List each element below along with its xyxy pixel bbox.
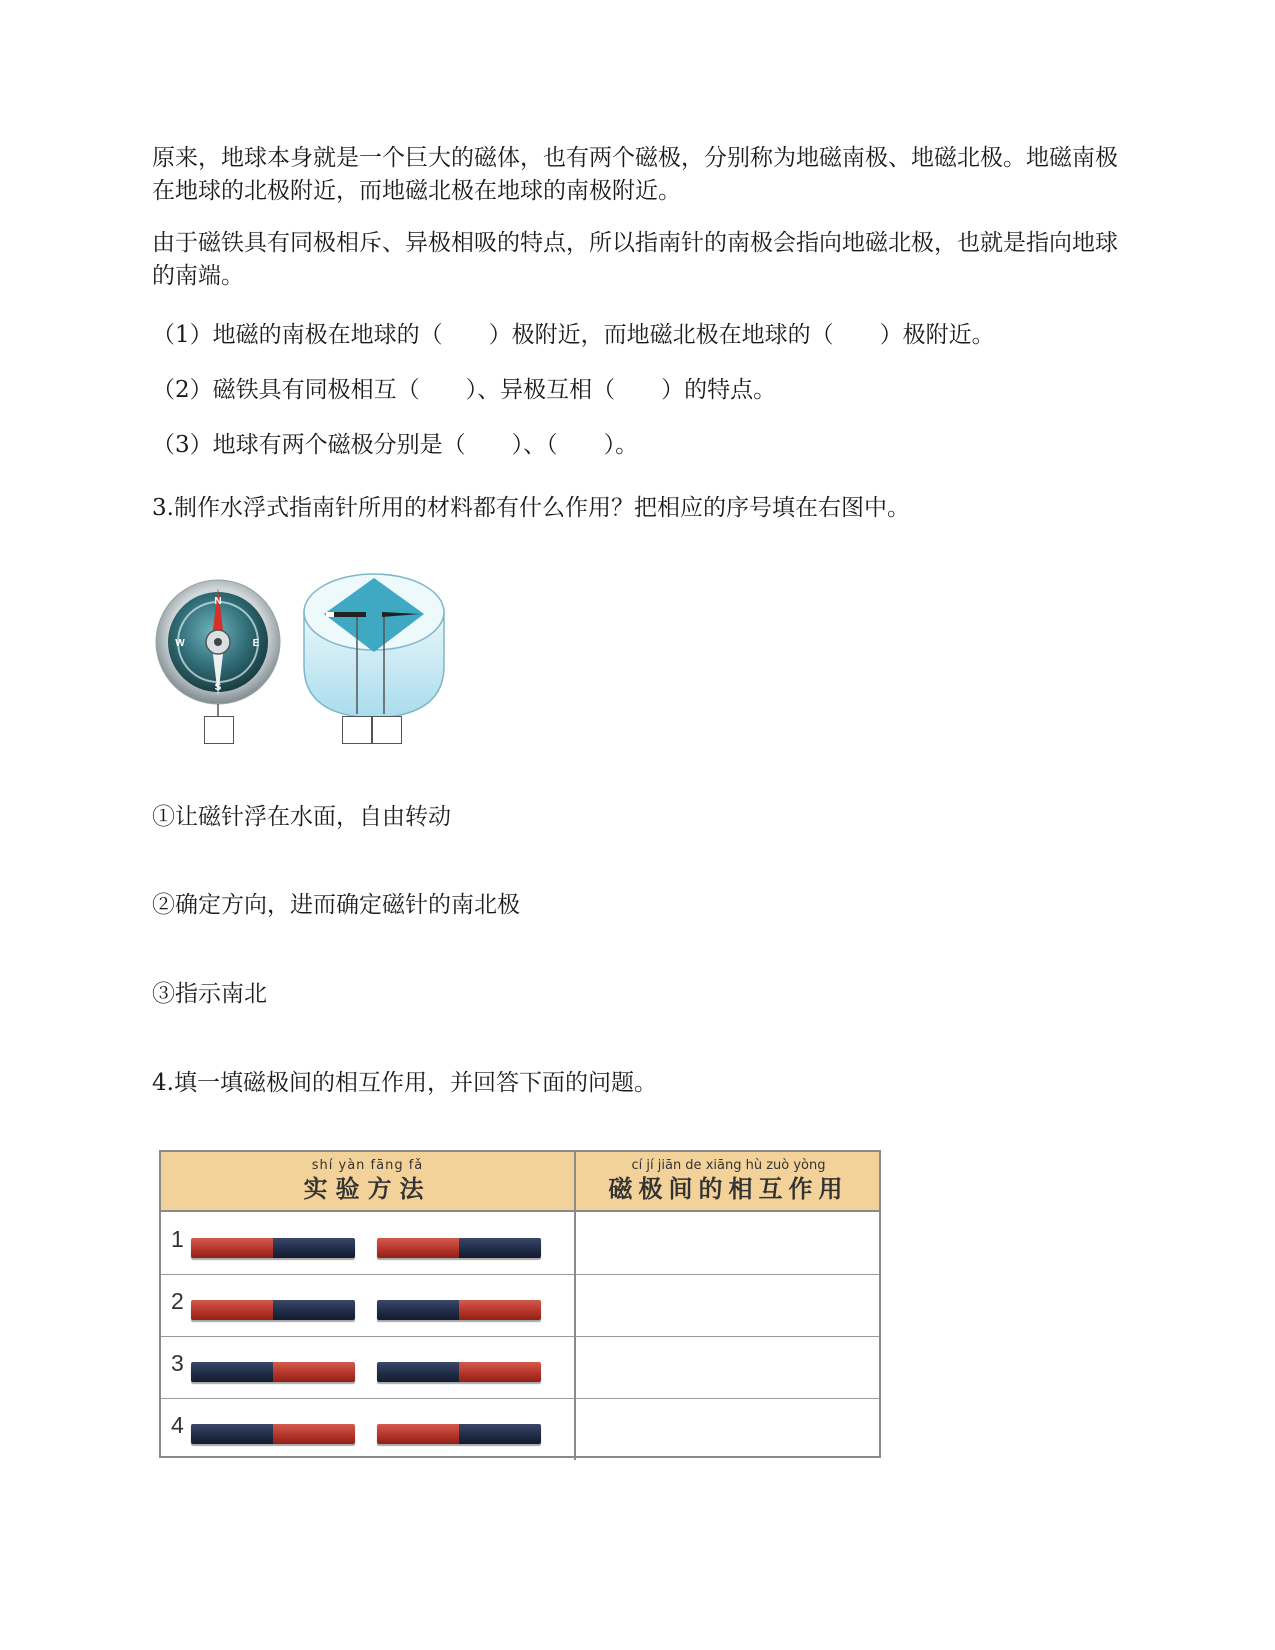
fill-question-2-suffix: ）的特点。 bbox=[661, 377, 777, 403]
magnet-pole-blue bbox=[273, 1238, 355, 1258]
option-1: ①让磁针浮在水面，自由转动 bbox=[152, 804, 451, 830]
magnet-pole-red bbox=[459, 1300, 541, 1320]
magnet-pole-blue bbox=[459, 1424, 541, 1444]
question-4-title: 4.填一填磁极间的相互作用，并回答下面的问题。 bbox=[152, 1070, 657, 1096]
table-header bbox=[161, 1152, 879, 1212]
header-interaction bbox=[576, 1152, 881, 1210]
paragraph-earth-magnet: 原来，地球本身就是一个巨大的磁体，也有两个磁极，分别称为地磁南极、地磁北极。地磁南极在地球的北极附近，而地磁北极在地球的南极附近。 bbox=[152, 145, 1118, 204]
interaction-answer-cell[interactable] bbox=[576, 1212, 881, 1274]
bowl-label-box[interactable] bbox=[372, 716, 402, 744]
magnet-pole-blue bbox=[377, 1362, 459, 1382]
bar-magnet bbox=[377, 1362, 541, 1382]
fill-question-1 bbox=[152, 320, 995, 350]
header-method-pinyin: shí yàn fāng fǎ bbox=[311, 1158, 424, 1173]
table-row bbox=[161, 1336, 879, 1399]
magnet-pole-red bbox=[377, 1238, 459, 1258]
fill-question-3-prefix: （3）地球有两个磁极分别是（ bbox=[152, 432, 466, 458]
bar-magnet bbox=[191, 1238, 355, 1258]
header-interaction-pinyin: cí jí jiān de xiāng hù zuò yòng bbox=[631, 1158, 826, 1173]
compass-illustration bbox=[152, 566, 482, 756]
header-method-text: 实验方法 bbox=[303, 1174, 432, 1203]
magnet-pole-red bbox=[273, 1424, 355, 1444]
fill-question-3 bbox=[152, 430, 638, 460]
fill-question-3-mid: ）、（ bbox=[511, 432, 558, 458]
fill-question-2-prefix: （2）磁铁具有同极相互（ bbox=[152, 377, 420, 403]
magnet-pole-red bbox=[273, 1362, 355, 1382]
fill-question-3-suffix: ）。 bbox=[603, 432, 639, 458]
row-number: 2 bbox=[171, 1288, 184, 1314]
bar-magnet bbox=[191, 1424, 355, 1444]
fill-question-2-mid: ）、异极互相（ bbox=[465, 377, 616, 403]
option-3: ③指示南北 bbox=[152, 981, 267, 1007]
bar-magnet bbox=[377, 1300, 541, 1320]
magnet-pole-blue bbox=[377, 1300, 459, 1320]
water-floating-compass bbox=[304, 574, 444, 718]
compass bbox=[156, 580, 280, 716]
magnet-pole-red bbox=[459, 1362, 541, 1382]
option-2: ②确定方向，进而确定磁针的南北极 bbox=[152, 892, 520, 918]
compass-letter-w: W bbox=[175, 638, 185, 649]
interaction-answer-cell[interactable] bbox=[576, 1398, 881, 1460]
needle-label-box[interactable] bbox=[342, 716, 372, 744]
interaction-answer-cell[interactable] bbox=[576, 1274, 881, 1336]
header-interaction-text: 磁极间的相互作用 bbox=[608, 1174, 849, 1203]
header-method bbox=[161, 1152, 576, 1210]
bar-magnet bbox=[377, 1238, 541, 1258]
table-row bbox=[161, 1212, 879, 1275]
question-3-title: 3.制作水浮式指南针所用的材料都有什么作用？把相应的序号填在右图中。 bbox=[152, 495, 910, 521]
table-row bbox=[161, 1274, 879, 1337]
magnet-interaction-table bbox=[159, 1150, 881, 1458]
row-number: 3 bbox=[171, 1350, 184, 1376]
magnet-pole-red bbox=[191, 1238, 273, 1258]
compass-figure bbox=[152, 566, 482, 756]
magnet-pole-blue bbox=[191, 1362, 273, 1382]
magnet-pole-blue bbox=[273, 1300, 355, 1320]
row-number: 1 bbox=[171, 1226, 184, 1252]
magnet-pole-red bbox=[191, 1300, 273, 1320]
magnet-pole-blue bbox=[191, 1424, 273, 1444]
magnet-pole-red bbox=[377, 1424, 459, 1444]
compass-letter-e: E bbox=[252, 638, 260, 649]
magnet-pole-blue bbox=[459, 1238, 541, 1258]
fill-question-1-mid: ）极附近，而地磁北极在地球的（ bbox=[488, 322, 834, 348]
row-number: 4 bbox=[171, 1412, 184, 1438]
fill-question-1-suffix: ）极附近。 bbox=[879, 322, 995, 348]
bar-magnet bbox=[377, 1424, 541, 1444]
fill-question-2 bbox=[152, 375, 776, 405]
interaction-answer-cell[interactable] bbox=[576, 1336, 881, 1398]
paragraph-magnet-property: 由于磁铁具有同极相斥、异极相吸的特点，所以指南针的南极会指向地磁北极，也就是指向地球的南端。 bbox=[152, 230, 1118, 289]
compass-letter-s: S bbox=[214, 682, 222, 693]
compass-label-box[interactable] bbox=[204, 716, 234, 744]
bar-magnet bbox=[191, 1362, 355, 1382]
table-row bbox=[161, 1398, 879, 1460]
fill-question-1-prefix: （1）地磁的南极在地球的（ bbox=[152, 322, 443, 348]
bar-magnet bbox=[191, 1300, 355, 1320]
compass-letter-n: N bbox=[214, 596, 222, 607]
